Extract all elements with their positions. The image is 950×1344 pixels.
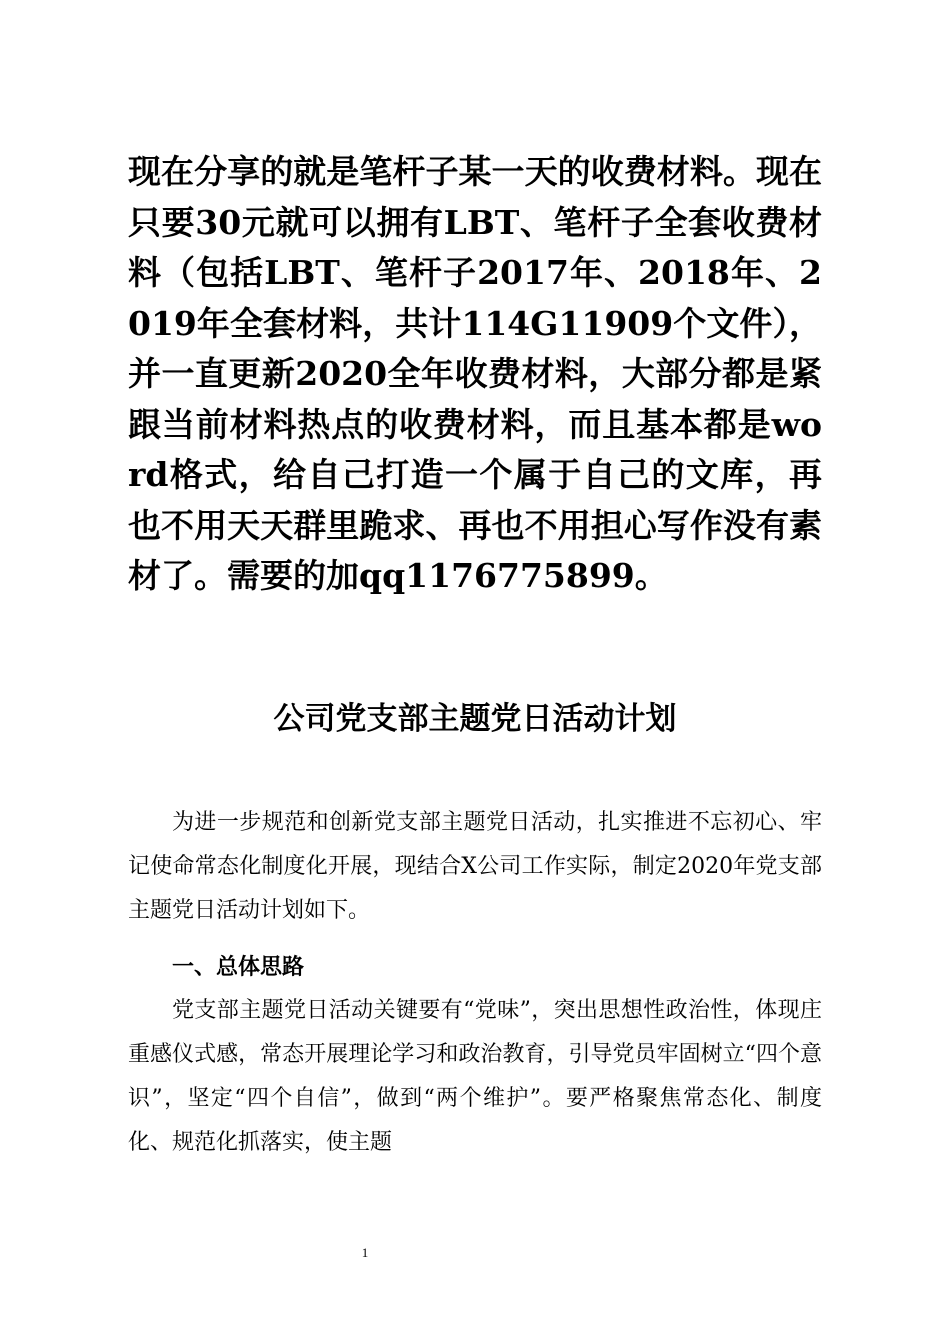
page-number: 1 <box>361 1245 369 1260</box>
promo-paragraph: 现在分享的就是笔杆子某一天的收费材料。现在只要30元就可以拥有LBT、笔杆子全套收费材料（包括LBT、笔杆子2017年、2018年、2019年全套材料，共计114G11909个文件），并一直更新2020全年收费材料，大部分都是紧跟当前材料热点的收费材料，而且基本都是word格式，给自己打造一个属于自己的文库，再也不用天天群里跪求、再也不用担心写作没有素材了。需要的加qq1176775899。 <box>128 152 822 595</box>
section-heading: 一、总体思路 <box>172 955 305 980</box>
intro-paragraph: 为进一步规范和创新党支部主题党日活动，扎实推进不忘初心、牢记使命常态化制度化开展，现结合X公司工作实际，制定2020年党支部主题党日活动计划如下。 <box>128 810 822 923</box>
body-paragraph: 党支部主题党日活动关键要有“党味”，突出思想性政治性，体现庄重感仪式感，常态开展理论学习和政治教育，引导党员牢固树立“四个意识”，坚定“四个自信”，做到“两个维护”。要严格聚焦常态化、制度化、规范化抓落实，使主题 <box>128 998 822 1155</box>
document-title: 公司党支部主题党日活动计划 <box>273 701 677 737</box>
